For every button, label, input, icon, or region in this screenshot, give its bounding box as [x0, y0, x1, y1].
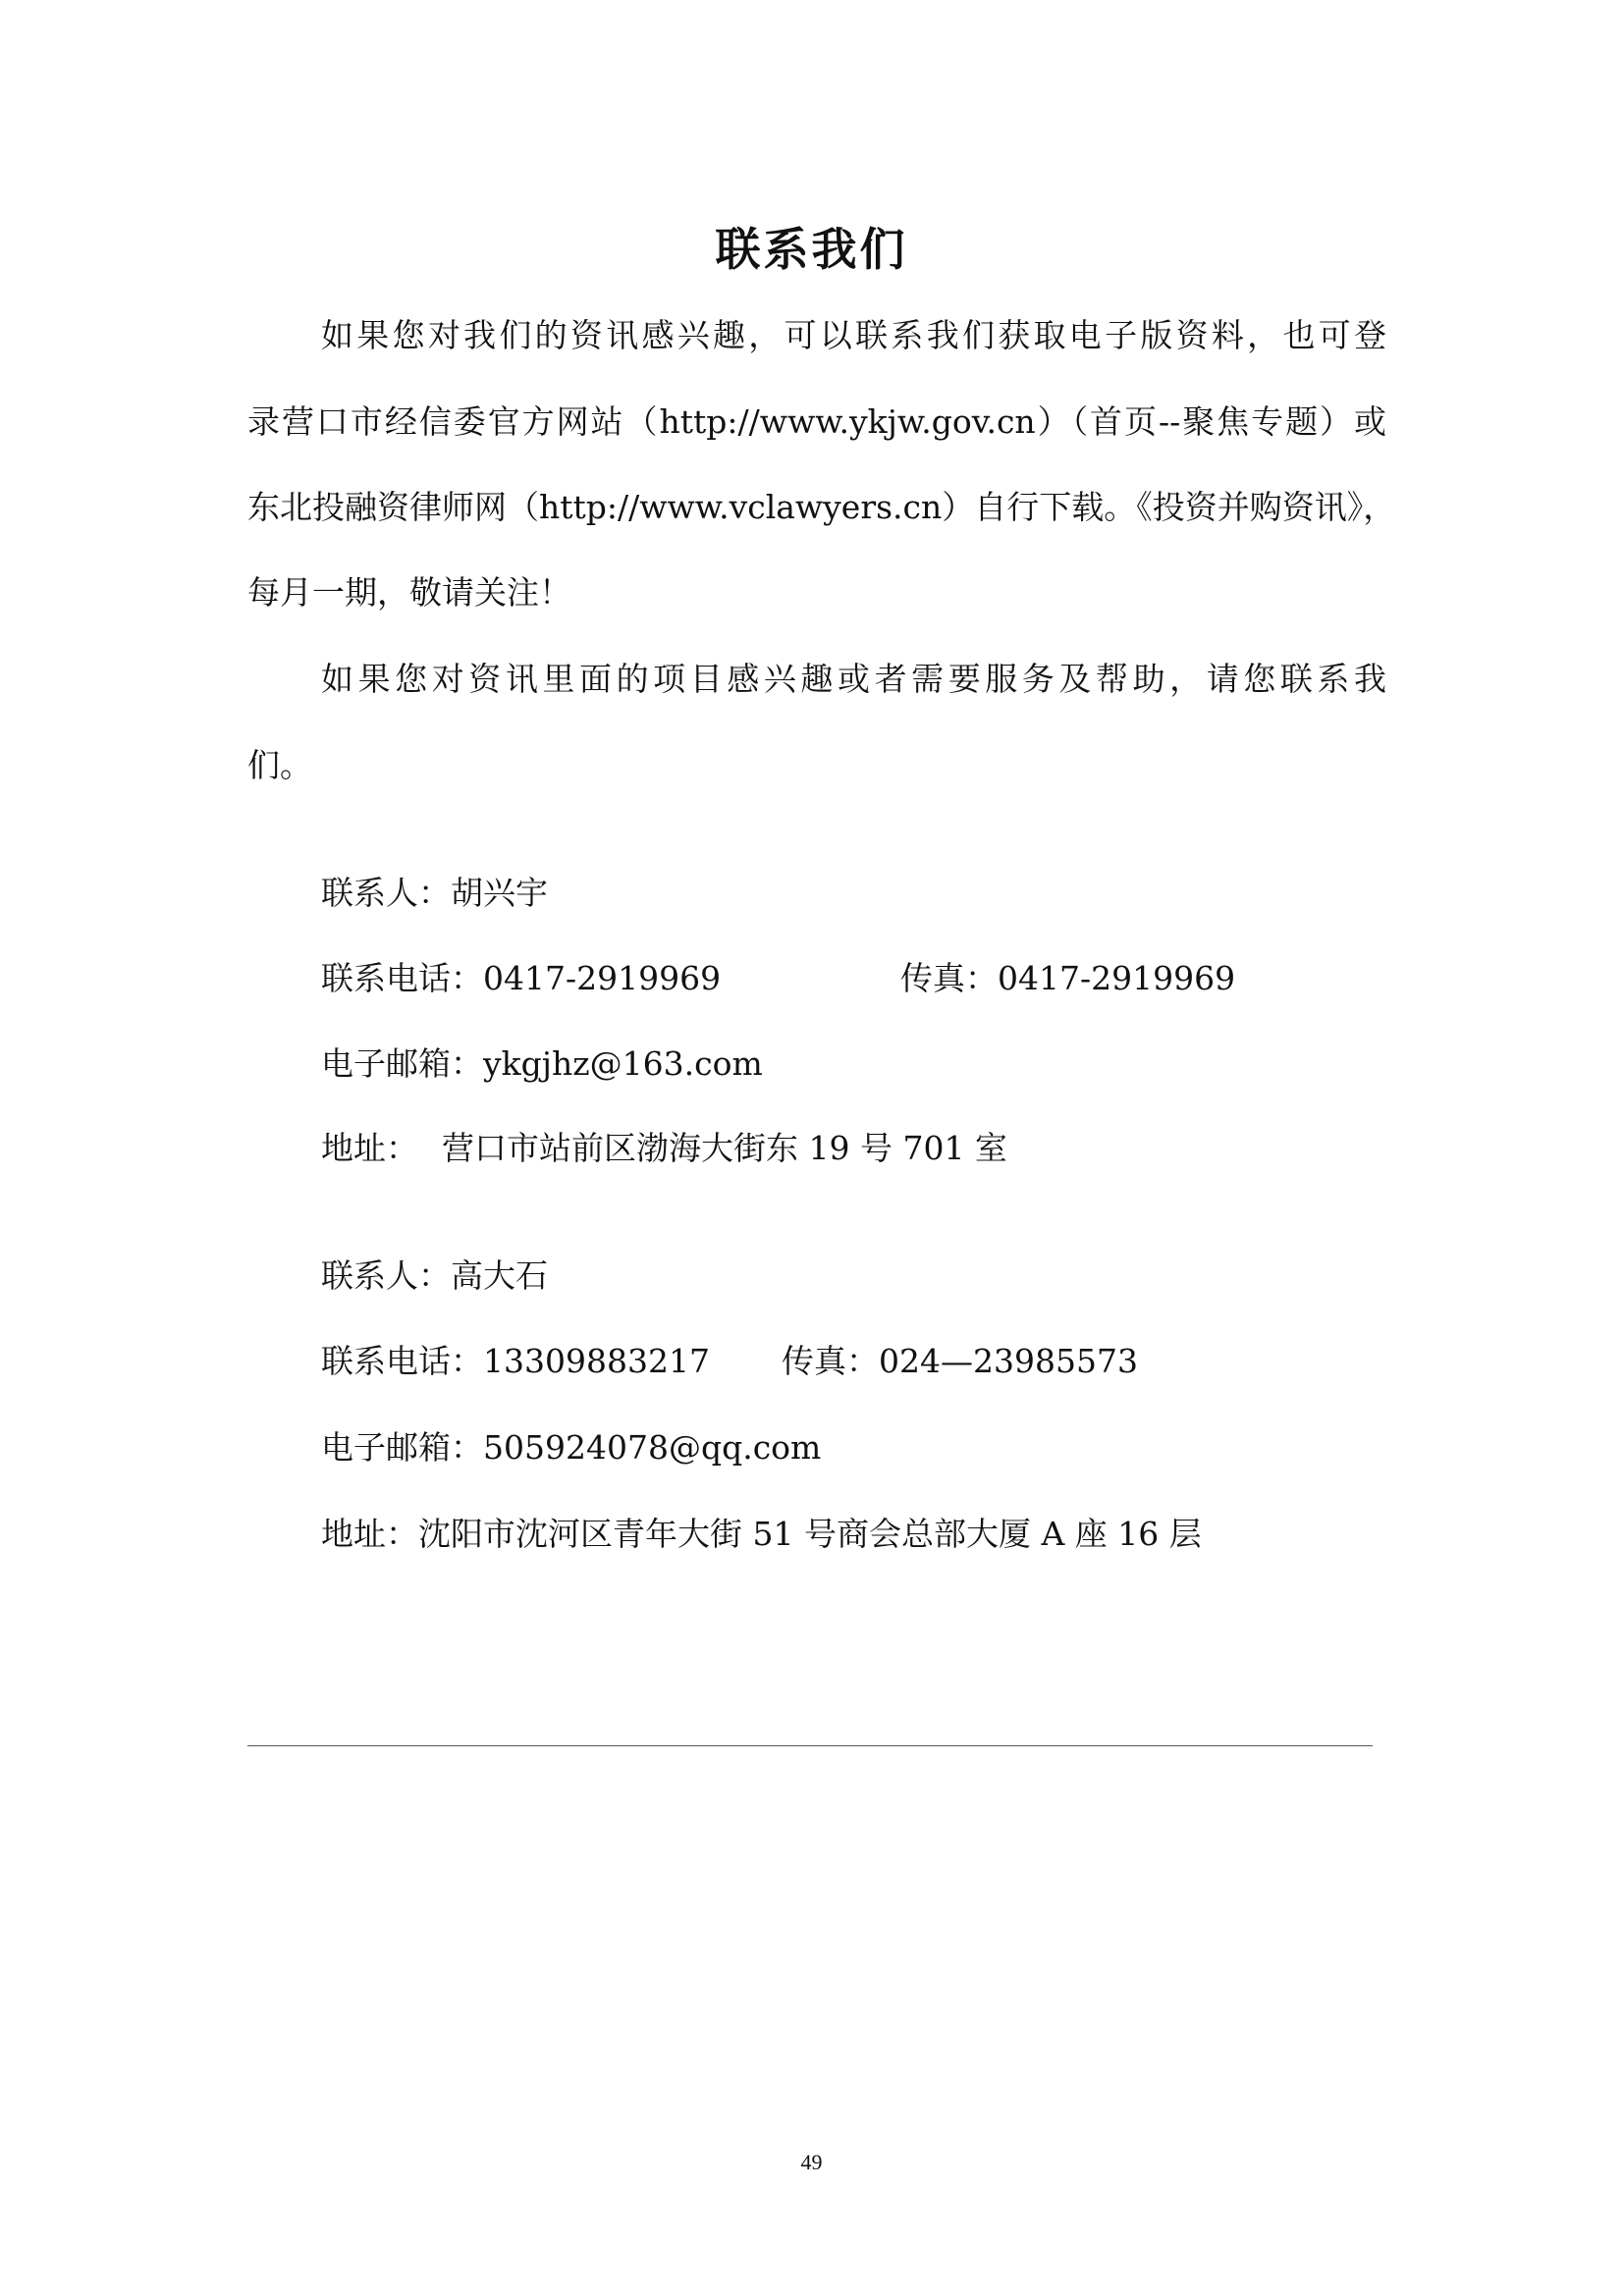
contact1-name-label: 联系人： [321, 874, 451, 912]
contact1-phone-label: 联系电话： [321, 959, 483, 997]
contact2-name: 高大石 [451, 1256, 548, 1295]
contact1-email-row [321, 1044, 763, 1084]
contact1-fax-label: 传真： [900, 959, 998, 997]
contact2-name-row [321, 1256, 548, 1296]
contact2-address: 沈阳市沈河区青年大街 51 号商会总部大厦 A 座 16 层 [418, 1515, 1202, 1553]
contact1-address: 营口市站前区渤海大街东 19 号 701 室 [442, 1129, 1007, 1167]
contact1-fax: 0417-2919969 [998, 959, 1236, 997]
contact2-name-label: 联系人： [321, 1256, 451, 1295]
contact2-fax-label: 传真： [782, 1342, 879, 1380]
paragraph1-line-2: 录营口市经信委官方网站（http://www.ykjw.gov.cn）（首页--聚焦专题）或 [247, 402, 1386, 441]
contact2-fax: 024—23985573 [879, 1342, 1138, 1380]
contact1-phone-row [321, 959, 721, 998]
contact2-fax-row [782, 1342, 1138, 1381]
contact2-phone-label: 联系电话： [321, 1342, 483, 1380]
contact1-address-row [321, 1129, 1007, 1168]
paragraph1-line-3: 东北投融资律师网（http://www.vclawyers.cn）自行下载。《投资并购资讯》， [247, 488, 1396, 526]
page-number: 49 [800, 2150, 823, 2174]
contact1-phone: 0417-2919969 [483, 959, 722, 997]
paragraph1-line-1: 如果您对我们的资讯感兴趣，可以联系我们获取电子版资料，也可登 [321, 316, 1386, 354]
contact1-name: 胡兴宇 [451, 874, 548, 912]
contact2-email: 505924078@qq.com [483, 1428, 822, 1467]
paragraph2-line-2: 们。 [247, 746, 312, 784]
paragraph1-line-4: 每月一期，敬请关注！ [247, 573, 571, 612]
page-title: 联系我们 [715, 223, 908, 276]
paragraph2-line-1: 如果您对资讯里面的项目感兴趣或者需要服务及帮助，请您联系我 [321, 660, 1386, 698]
contact2-phone-row [321, 1342, 710, 1381]
contact1-address-label: 地址： [321, 1129, 418, 1167]
contact1-fax-row [900, 959, 1235, 998]
contact2-email-label: 电子邮箱： [321, 1428, 483, 1467]
contact2-address-label: 地址： [321, 1515, 418, 1553]
contact1-email-label: 电子邮箱： [321, 1044, 483, 1083]
contact1-email: ykgjhz@163.com [483, 1044, 763, 1083]
contact1-name-row [321, 874, 548, 913]
contact2-phone: 13309883217 [483, 1342, 710, 1380]
contact2-email-row [321, 1428, 821, 1468]
contact2-address-row [321, 1515, 1202, 1554]
footer-divider [247, 1745, 1373, 1746]
